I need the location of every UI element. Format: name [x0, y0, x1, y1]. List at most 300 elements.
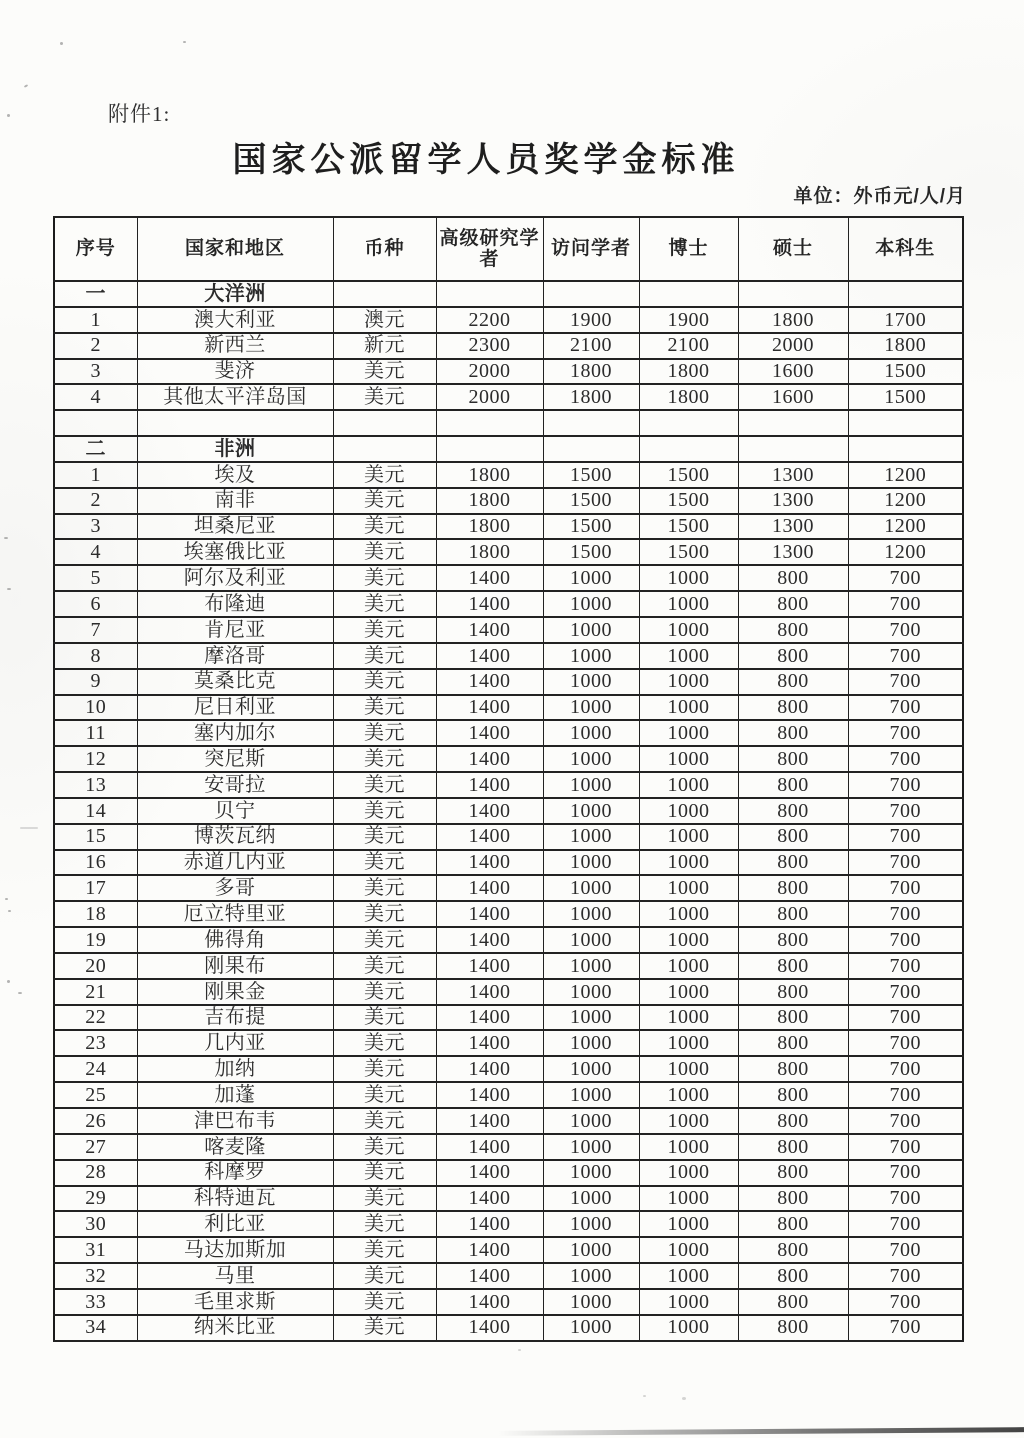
- cell-no: 18: [54, 901, 137, 927]
- cell-country: 吉布提: [137, 1005, 333, 1031]
- cell-currency: 美元: [333, 772, 436, 798]
- table-body: [54, 281, 963, 1341]
- cell-currency: 美元: [333, 695, 436, 721]
- cell-currency: 美元: [333, 720, 436, 746]
- cell-no: 23: [54, 1030, 137, 1056]
- cell-country: 毛里求斯: [137, 1289, 333, 1315]
- cell-value: 1000: [639, 901, 738, 927]
- cell-value: 1000: [639, 617, 738, 643]
- cell-value: 800: [738, 927, 848, 953]
- column-header-3: 高级研究学者: [436, 217, 543, 281]
- cell-value: 1000: [639, 979, 738, 1005]
- cell-currency: 美元: [333, 901, 436, 927]
- cell-value: 1900: [639, 307, 738, 333]
- cell-value: 1000: [543, 1315, 639, 1341]
- cell-no: 7: [54, 617, 137, 643]
- scan-speck: [7, 980, 10, 983]
- cell-value: 1000: [639, 1030, 738, 1056]
- cell-country: 马里: [137, 1263, 333, 1289]
- table-row: [54, 746, 963, 772]
- cell-empty: [333, 436, 436, 462]
- cell-no: 27: [54, 1134, 137, 1160]
- cell-value: 800: [738, 695, 848, 721]
- cell-value: 800: [738, 1005, 848, 1031]
- column-header-0: 序号: [54, 217, 137, 281]
- cell-value: 700: [848, 1237, 963, 1263]
- cell-value: 1000: [543, 720, 639, 746]
- cell-currency: 新元: [333, 333, 436, 359]
- cell-country: 赤道几内亚: [137, 850, 333, 876]
- cell-value: 700: [848, 720, 963, 746]
- cell-country: 安哥拉: [137, 772, 333, 798]
- cell-value: 1000: [543, 850, 639, 876]
- table-row: [54, 927, 963, 953]
- cell-value: 2200: [436, 307, 543, 333]
- cell-value: 1600: [738, 384, 848, 410]
- cell-currency: 美元: [333, 875, 436, 901]
- table-row: [54, 1289, 963, 1315]
- cell-value: 1000: [639, 591, 738, 617]
- cell-country: 肯尼亚: [137, 617, 333, 643]
- cell-no: 12: [54, 746, 137, 772]
- cell-no: 14: [54, 798, 137, 824]
- cell-no: 8: [54, 643, 137, 669]
- cell-value: 1000: [639, 1186, 738, 1212]
- cell-section-no: 二: [54, 436, 137, 462]
- cell-empty: [543, 410, 639, 436]
- table-row: [54, 850, 963, 876]
- cell-value: 1800: [639, 384, 738, 410]
- cell-value: 800: [738, 1237, 848, 1263]
- cell-value: 1400: [436, 1056, 543, 1082]
- cell-value: 1000: [639, 1134, 738, 1160]
- scan-speck: [4, 537, 8, 539]
- cell-value: 1400: [436, 927, 543, 953]
- cell-value: 1000: [639, 695, 738, 721]
- cell-no: 31: [54, 1237, 137, 1263]
- cell-no: 5: [54, 565, 137, 591]
- cell-no: 15: [54, 824, 137, 850]
- cell-value: 1800: [738, 307, 848, 333]
- cell-value: 800: [738, 669, 848, 695]
- cell-value: 800: [738, 979, 848, 1005]
- cell-value: 800: [738, 1134, 848, 1160]
- cell-country: 博茨瓦纳: [137, 824, 333, 850]
- column-header-4: 访问学者: [543, 217, 639, 281]
- cell-country: 摩洛哥: [137, 643, 333, 669]
- cell-value: 700: [848, 875, 963, 901]
- cell-value: 1400: [436, 979, 543, 1005]
- scholarship-standards-table: [53, 216, 964, 1342]
- cell-value: 1000: [543, 979, 639, 1005]
- cell-country: 新西兰: [137, 333, 333, 359]
- cell-country: 厄立特里亚: [137, 901, 333, 927]
- cell-currency: 美元: [333, 1108, 436, 1134]
- cell-no: 13: [54, 772, 137, 798]
- cell-country: 莫桑比克: [137, 669, 333, 695]
- cell-value: 700: [848, 927, 963, 953]
- cell-currency: 美元: [333, 565, 436, 591]
- cell-value: 700: [848, 1289, 963, 1315]
- cell-value: 1500: [543, 488, 639, 514]
- cell-value: 1000: [543, 1056, 639, 1082]
- cell-value: 1400: [436, 1005, 543, 1031]
- cell-country: 尼日利亚: [137, 695, 333, 721]
- cell-value: 1000: [639, 953, 738, 979]
- cell-currency: 美元: [333, 1030, 436, 1056]
- cell-value: 2100: [543, 333, 639, 359]
- table-row: [54, 643, 963, 669]
- cell-value: 800: [738, 824, 848, 850]
- cell-country: 喀麦隆: [137, 1134, 333, 1160]
- cell-no: 6: [54, 591, 137, 617]
- cell-value: 1900: [543, 307, 639, 333]
- cell-value: 1000: [543, 901, 639, 927]
- cell-value: 1500: [639, 514, 738, 540]
- cell-value: 1000: [543, 927, 639, 953]
- cell-value: 1800: [436, 539, 543, 565]
- cell-value: 1400: [436, 1315, 543, 1341]
- table-row: [54, 333, 963, 359]
- cell-empty: [738, 281, 848, 307]
- cell-empty: [738, 436, 848, 462]
- table-row: [54, 1237, 963, 1263]
- table-row: [54, 539, 963, 565]
- cell-value: 700: [848, 979, 963, 1005]
- cell-value: 1000: [639, 1056, 738, 1082]
- cell-value: 800: [738, 720, 848, 746]
- cell-currency: 美元: [333, 953, 436, 979]
- cell-empty: [543, 436, 639, 462]
- cell-value: 1000: [639, 875, 738, 901]
- cell-value: 1000: [639, 927, 738, 953]
- cell-value: 1500: [543, 514, 639, 540]
- cell-value: 800: [738, 772, 848, 798]
- cell-value: 1000: [543, 772, 639, 798]
- table-row: [54, 514, 963, 540]
- cell-currency: 美元: [333, 359, 436, 385]
- cell-country: 其他太平洋岛国: [137, 384, 333, 410]
- cell-no: 4: [54, 539, 137, 565]
- cell-value: 2100: [639, 333, 738, 359]
- cell-value: 1000: [543, 1108, 639, 1134]
- cell-value: 700: [848, 1030, 963, 1056]
- cell-value: 1800: [436, 514, 543, 540]
- cell-currency: 美元: [333, 927, 436, 953]
- table-row: [54, 384, 963, 410]
- cell-value: 1000: [543, 643, 639, 669]
- cell-country: 科特迪瓦: [137, 1186, 333, 1212]
- cell-country: 埃塞俄比亚: [137, 539, 333, 565]
- cell-country: 刚果金: [137, 979, 333, 1005]
- cell-country: 贝宁: [137, 798, 333, 824]
- column-header-7: 本科生: [848, 217, 963, 281]
- cell-country: 埃及: [137, 462, 333, 488]
- cell-value: 700: [848, 1134, 963, 1160]
- cell-value: 1400: [436, 953, 543, 979]
- table-row: [54, 875, 963, 901]
- cell-currency: 美元: [333, 746, 436, 772]
- cell-empty: [436, 436, 543, 462]
- cell-value: 1000: [543, 953, 639, 979]
- table-row: [54, 824, 963, 850]
- cell-value: 1400: [436, 1211, 543, 1237]
- table-row: [54, 591, 963, 617]
- cell-country: 澳大利亚: [137, 307, 333, 333]
- cell-no: 3: [54, 514, 137, 540]
- column-header-1: 国家和地区: [137, 217, 333, 281]
- cell-currency: 美元: [333, 824, 436, 850]
- cell-country: 加蓬: [137, 1082, 333, 1108]
- cell-value: 1200: [848, 514, 963, 540]
- cell-no: 9: [54, 669, 137, 695]
- cell-currency: 美元: [333, 462, 436, 488]
- cell-value: 1400: [436, 669, 543, 695]
- scan-speck: [8, 910, 11, 912]
- cell-no: 2: [54, 488, 137, 514]
- cell-empty: [333, 410, 436, 436]
- cell-no: 21: [54, 979, 137, 1005]
- cell-value: 1000: [639, 1315, 738, 1341]
- cell-value: 700: [848, 617, 963, 643]
- cell-value: 1000: [639, 850, 738, 876]
- cell-country: 南非: [137, 488, 333, 514]
- cell-country: 几内亚: [137, 1030, 333, 1056]
- cell-value: 1400: [436, 798, 543, 824]
- cell-value: 700: [848, 1082, 963, 1108]
- cell-no: 24: [54, 1056, 137, 1082]
- table-row: [54, 1108, 963, 1134]
- table-row: [54, 617, 963, 643]
- cell-value: 1400: [436, 1030, 543, 1056]
- cell-empty: [54, 410, 137, 436]
- cell-value: 700: [848, 1160, 963, 1186]
- cell-empty: [738, 410, 848, 436]
- cell-currency: 美元: [333, 798, 436, 824]
- table-row: [54, 1030, 963, 1056]
- cell-no: 26: [54, 1108, 137, 1134]
- unit-note: 单位：外币元/人/月: [793, 186, 966, 207]
- cell-currency: 美元: [333, 979, 436, 1005]
- cell-value: 1000: [543, 1186, 639, 1212]
- cell-value: 1500: [639, 539, 738, 565]
- cell-value: 800: [738, 1160, 848, 1186]
- cell-no: 34: [54, 1315, 137, 1341]
- cell-country: 马达加斯加: [137, 1237, 333, 1263]
- cell-value: 1400: [436, 901, 543, 927]
- table-row: [54, 307, 963, 333]
- cell-value: 1000: [639, 824, 738, 850]
- cell-currency: 美元: [333, 1082, 436, 1108]
- table-row: [54, 1082, 963, 1108]
- cell-value: 700: [848, 1056, 963, 1082]
- scan-speck: [183, 41, 186, 43]
- cell-region: 大洋洲: [137, 281, 333, 307]
- cell-region: 非洲: [137, 436, 333, 462]
- table-row: [54, 1263, 963, 1289]
- cell-value: 1000: [543, 746, 639, 772]
- cell-value: 1000: [543, 798, 639, 824]
- cell-value: 700: [848, 1211, 963, 1237]
- cell-value: 2000: [738, 333, 848, 359]
- cell-value: 700: [848, 695, 963, 721]
- cell-value: 1400: [436, 850, 543, 876]
- cell-currency: 美元: [333, 488, 436, 514]
- table-header-row: [54, 217, 963, 281]
- cell-value: 1000: [543, 1030, 639, 1056]
- scan-speck: [5, 898, 8, 900]
- cell-currency: 美元: [333, 1056, 436, 1082]
- cell-no: 32: [54, 1263, 137, 1289]
- cell-value: 800: [738, 953, 848, 979]
- cell-value: 1000: [543, 695, 639, 721]
- table-row: [54, 1211, 963, 1237]
- cell-value: 1400: [436, 1082, 543, 1108]
- cell-currency: 美元: [333, 1289, 436, 1315]
- cell-value: 700: [848, 643, 963, 669]
- cell-value: 700: [848, 850, 963, 876]
- cell-value: 800: [738, 591, 848, 617]
- table-row: [54, 1005, 963, 1031]
- cell-value: 1000: [639, 669, 738, 695]
- cell-value: 800: [738, 1186, 848, 1212]
- cell-no: 17: [54, 875, 137, 901]
- cell-value: 1400: [436, 746, 543, 772]
- cell-currency: 美元: [333, 850, 436, 876]
- cell-value: 1400: [436, 772, 543, 798]
- cell-value: 1000: [639, 720, 738, 746]
- cell-no: 1: [54, 307, 137, 333]
- cell-currency: 美元: [333, 617, 436, 643]
- cell-value: 2300: [436, 333, 543, 359]
- cell-value: 1400: [436, 1134, 543, 1160]
- cell-value: 1800: [543, 359, 639, 385]
- cell-value: 1500: [543, 462, 639, 488]
- cell-value: 1000: [543, 1237, 639, 1263]
- cell-no: 1: [54, 462, 137, 488]
- column-header-2: 币种: [333, 217, 436, 281]
- scan-speck: [682, 1397, 686, 1400]
- cell-empty: [436, 410, 543, 436]
- cell-value: 1400: [436, 1108, 543, 1134]
- table-row: [54, 1134, 963, 1160]
- table-row: [54, 488, 963, 514]
- cell-empty: [848, 281, 963, 307]
- cell-empty: [137, 410, 333, 436]
- cell-country: 佛得角: [137, 927, 333, 953]
- cell-value: 800: [738, 746, 848, 772]
- cell-currency: 美元: [333, 1211, 436, 1237]
- cell-currency: 美元: [333, 1315, 436, 1341]
- scan-speck: [643, 1395, 646, 1397]
- cell-value: 1800: [436, 462, 543, 488]
- cell-currency: 澳元: [333, 307, 436, 333]
- table-row: [54, 772, 963, 798]
- cell-country: 坦桑尼亚: [137, 514, 333, 540]
- cell-section-no: 一: [54, 281, 137, 307]
- cell-value: 700: [848, 1005, 963, 1031]
- cell-country: 利比亚: [137, 1211, 333, 1237]
- cell-no: 4: [54, 384, 137, 410]
- cell-empty: [333, 281, 436, 307]
- cell-currency: 美元: [333, 591, 436, 617]
- cell-value: 1400: [436, 875, 543, 901]
- cell-value: 1000: [639, 1108, 738, 1134]
- cell-value: 800: [738, 850, 848, 876]
- attachment-label: 附件1:: [108, 102, 171, 126]
- cell-no: 33: [54, 1289, 137, 1315]
- cell-value: 1400: [436, 1160, 543, 1186]
- cell-value: 1000: [543, 617, 639, 643]
- cell-value: 700: [848, 901, 963, 927]
- cell-country: 突尼斯: [137, 746, 333, 772]
- cell-no: 30: [54, 1211, 137, 1237]
- cell-value: 1400: [436, 720, 543, 746]
- cell-value: 1500: [848, 384, 963, 410]
- cell-value: 1600: [738, 359, 848, 385]
- cell-value: 700: [848, 824, 963, 850]
- table-row: [54, 1315, 963, 1341]
- cell-value: 1400: [436, 1263, 543, 1289]
- cell-value: 1400: [436, 617, 543, 643]
- table-row: [54, 669, 963, 695]
- cell-value: 800: [738, 1082, 848, 1108]
- cell-value: 1000: [543, 824, 639, 850]
- cell-country: 津巴布韦: [137, 1108, 333, 1134]
- cell-value: 800: [738, 565, 848, 591]
- cell-value: 700: [848, 798, 963, 824]
- cell-value: 1000: [639, 1160, 738, 1186]
- cell-currency: 美元: [333, 643, 436, 669]
- cell-value: 1300: [738, 539, 848, 565]
- cell-value: 2000: [436, 359, 543, 385]
- table-row: [54, 901, 963, 927]
- cell-value: 1000: [543, 1289, 639, 1315]
- scan-speck: [24, 84, 28, 88]
- cell-value: 1800: [436, 488, 543, 514]
- cell-value: 800: [738, 643, 848, 669]
- cell-empty: [848, 410, 963, 436]
- table-row: [54, 1056, 963, 1082]
- table-row: [54, 695, 963, 721]
- cell-value: 1000: [639, 1263, 738, 1289]
- cell-empty: [543, 281, 639, 307]
- cell-country: 多哥: [137, 875, 333, 901]
- cell-value: 1400: [436, 643, 543, 669]
- cell-value: 1000: [543, 565, 639, 591]
- cell-value: 1500: [848, 359, 963, 385]
- cell-value: 1300: [738, 514, 848, 540]
- cell-value: 1000: [543, 1082, 639, 1108]
- cell-value: 1000: [639, 1082, 738, 1108]
- cell-value: 1000: [543, 591, 639, 617]
- cell-value: 1000: [639, 1289, 738, 1315]
- table-row: [54, 798, 963, 824]
- cell-country: 阿尔及利亚: [137, 565, 333, 591]
- column-header-6: 硕士: [738, 217, 848, 281]
- cell-value: 1200: [848, 462, 963, 488]
- cell-empty: [639, 410, 738, 436]
- cell-value: 1700: [848, 307, 963, 333]
- cell-value: 1400: [436, 1289, 543, 1315]
- cell-empty: [436, 281, 543, 307]
- cell-value: 1400: [436, 1237, 543, 1263]
- cell-value: 1800: [543, 384, 639, 410]
- cell-currency: 美元: [333, 1005, 436, 1031]
- cell-no: 19: [54, 927, 137, 953]
- cell-value: 2000: [436, 384, 543, 410]
- cell-no: 20: [54, 953, 137, 979]
